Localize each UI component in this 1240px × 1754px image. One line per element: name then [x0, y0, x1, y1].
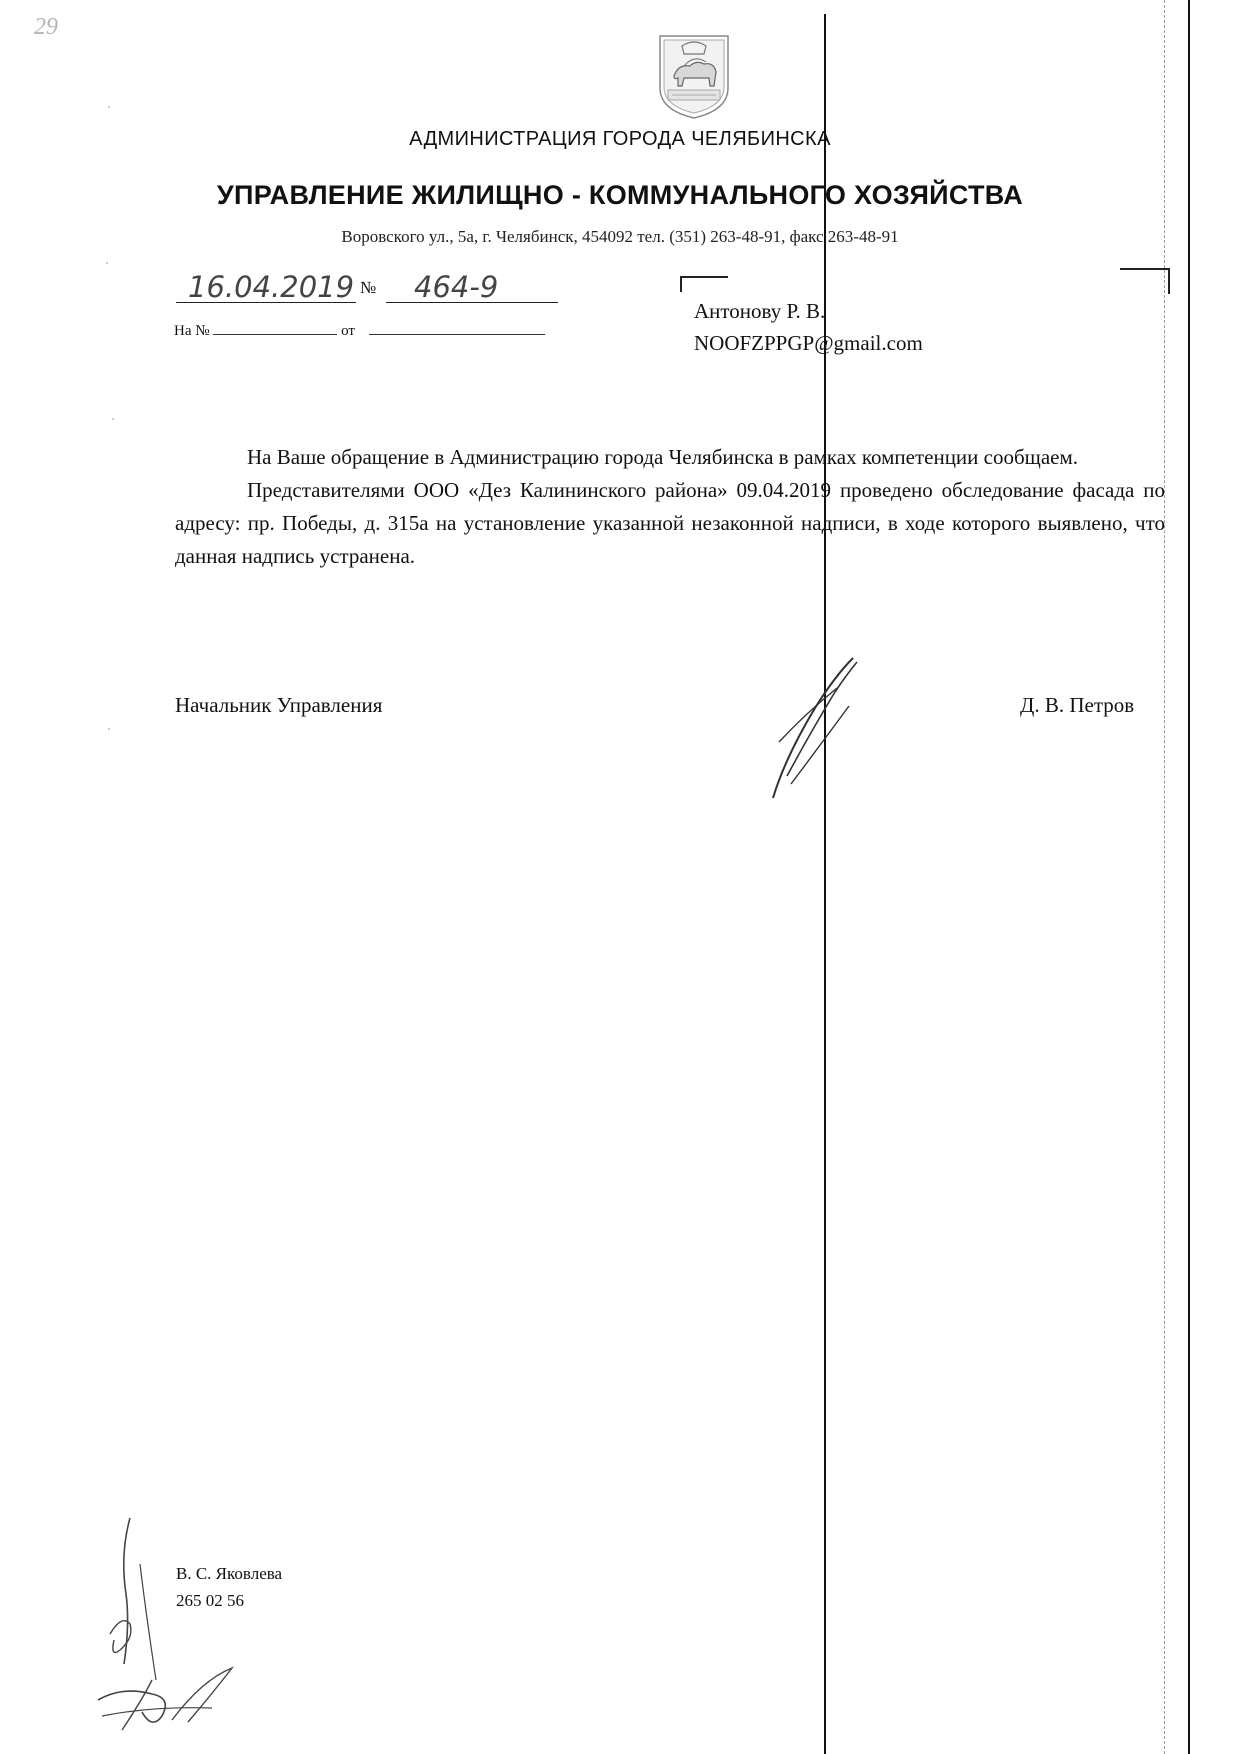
scan-artifact-vertical-line [824, 14, 826, 1754]
number-label: № [360, 278, 377, 297]
reference-line [174, 323, 545, 340]
body-paragraph: Представителями ООО «Дез Калининского района» 09.04.2019 проведено обследование фасада по адресу: пр. Победы, д. 315а на установление указанной незаконной надписи, в ходе которого выявлено, что данная надпись устранена. [175, 478, 1165, 568]
approval-initials [92, 1660, 252, 1740]
address-bracket-left [680, 276, 728, 292]
recipient-name: Антонову Р. В. [694, 299, 826, 323]
archive-page-number: 29 [34, 14, 58, 40]
scan-speck [108, 728, 110, 730]
scan-speck [106, 262, 108, 264]
executor-name: В. С. Яковлева [176, 1564, 283, 1583]
outgoing-registration [176, 270, 556, 304]
department-name: УПРАВЛЕНИЕ ЖИЛИЩНО - КОММУНАЛЬНОГО ХОЗЯЙСТВА [216, 180, 1024, 210]
reference-number-blank [213, 333, 337, 335]
body-paragraph: На Ваше обращение в Администрацию города Челябинска в рамках компетенции сообщаем. [247, 445, 1079, 469]
department-address: Воровского ул., 5а, г. Челябинск, 454092 тел. (351) 263-48-91, факс 263-48-91 [341, 227, 899, 246]
handwritten-signature [765, 648, 905, 808]
scan-speck [112, 418, 114, 420]
reference-date-label: от [341, 323, 355, 339]
reference-date-blank [369, 333, 545, 335]
address-bracket-right [1120, 268, 1170, 294]
scan-artifact-right-edge [1188, 0, 1190, 1754]
letter-body [175, 441, 1165, 573]
outgoing-date: 16.04.2019 [188, 270, 355, 304]
date-underline [176, 302, 356, 303]
signatory-name: Д. В. Петров [1020, 693, 1135, 717]
scan-artifact-dashed-line [1164, 0, 1165, 1754]
signatory-position: Начальник Управления [175, 693, 383, 717]
outgoing-number: 464-9 [414, 270, 499, 304]
number-underline [386, 302, 558, 303]
city-emblem-icon [654, 32, 734, 120]
organization-name: АДМИНИСТРАЦИЯ ГОРОДА ЧЕЛЯБИНСКА [409, 128, 831, 150]
scan-speck [108, 106, 110, 108]
reference-number-label: На № [174, 323, 210, 339]
recipient-email: NOOFZPPGP@gmail.com [694, 331, 923, 355]
executor-signature [100, 1514, 180, 1684]
executor-phone: 265 02 56 [176, 1591, 244, 1610]
